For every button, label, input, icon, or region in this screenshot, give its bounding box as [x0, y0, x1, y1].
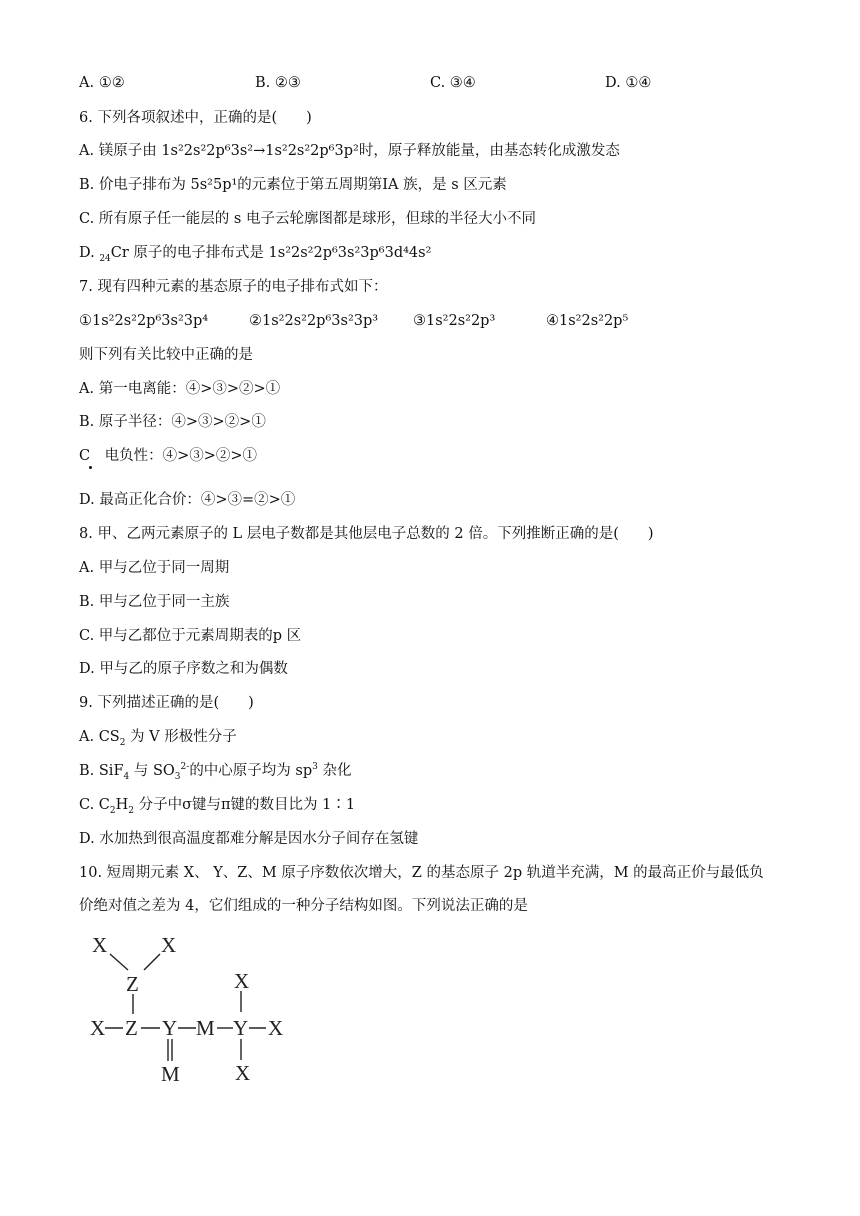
q5-option-b: B. ②③	[255, 75, 301, 91]
q7-option-a: A. 第一电离能：④>③>②>①	[79, 381, 281, 397]
q5-option-c: C. ③④	[430, 75, 476, 91]
q7-option-c: C 电负性：④>③>②>①	[79, 448, 258, 464]
atom-y: Y	[233, 1016, 249, 1040]
q7-option-d: D. 最高正化合价：④>③=②>①	[79, 492, 296, 508]
q9-option-a: A. $CS_2$ 为 V 形极性分子	[79, 729, 237, 748]
atom-x: X	[161, 933, 177, 957]
atom-z: Z	[125, 1016, 138, 1040]
atom-m: M	[161, 1062, 180, 1086]
atom-x: X	[268, 1016, 284, 1040]
q5-option-a: A. ①②	[79, 75, 125, 91]
q7-option-b: B. 原子半径：④>③>②>①	[79, 414, 266, 430]
molecule-structure-diagram	[88, 928, 308, 1088]
q7-config-3: ③1s²2s²2p³	[413, 313, 496, 329]
q9-option-c: C. $C_2H_2$ 分子中σ键与π键的数目比为 1∶1	[79, 797, 356, 816]
atom-x: X	[234, 969, 250, 993]
atom-x: X	[92, 933, 108, 957]
q6-option-b: B. 价电子排布为 5s²5p¹的元素位于第五周期第IA 族，是 s 区元素	[79, 177, 507, 193]
q6-stem: 6. 下列各项叙述中，正确的是( )	[79, 110, 312, 126]
q9-stem: 9. 下列描述正确的是( )	[79, 695, 254, 711]
q7-config-1: ①1s²2s²2p⁶3s²3p⁴	[79, 313, 209, 329]
q8-option-b: B. 甲与乙位于同一主族	[79, 594, 230, 610]
q7-config-2: ②1s²2s²2p⁶3s²3p³	[249, 313, 379, 329]
q8-option-c: C. 甲与乙都位于元素周期表的p 区	[79, 628, 302, 644]
q6-option-a: A. 镁原子由 1s²2s²2p⁶3s²→1s²2s²2p⁶3p²时，原子释放能量，由基态转化成激发态	[79, 143, 620, 159]
q8-stem: 8. 甲、乙两元素原子的 L 层电子数都是其他层电子总数的 2 倍。下列推断正确的是( )	[79, 526, 654, 542]
q8-option-a: A. 甲与乙位于同一周期	[79, 560, 230, 576]
q6-option-c: C. 所有原子任一能层的 s 电子云轮廓图都是球形，但球的半径大小不同	[79, 211, 536, 227]
q7-stem: 7. 现有四种元素的基态原子的电子排布式如下：	[79, 279, 388, 295]
q7-lead: 则下列有关比较中正确的是	[79, 347, 253, 363]
bond	[110, 954, 128, 970]
q8-option-d: D. 甲与乙的原子序数之和为偶数	[79, 661, 288, 677]
atom-x: X	[235, 1061, 251, 1085]
atom-y: Y	[162, 1016, 178, 1040]
q7-config-4: ④1s²2s²2p⁵	[546, 313, 629, 329]
q5-option-d: D. ①④	[605, 75, 652, 91]
atom-x: X	[90, 1016, 106, 1040]
stray-dot	[89, 466, 92, 469]
q10-stem-line1: 10. 短周期元素 X、 Y、Z、M 原子序数依次增大，Z 的基态原子 2p 轨道半充满，M 的最高正价与最低负	[79, 865, 764, 881]
q9-option-b: B. SiF$_4$ 与 $SO_3^{2-}$的中心原子均为 $sp^3$ 杂化	[79, 762, 352, 782]
q9-option-d: D. 水加热到很高温度都难分解是因水分子间存在氢键	[79, 831, 419, 847]
atom-m: M	[196, 1016, 215, 1040]
q6-option-d: D. $_{24}$Cr 原子的电子排布式是 1s²2s²2p⁶3s²3p⁶3d⁴4s²	[79, 245, 432, 264]
bond	[144, 954, 160, 970]
q10-stem-line2: 价绝对值之差为 4，它们组成的一种分子结构如图。下列说法正确的是	[79, 898, 528, 914]
atom-z: Z	[126, 972, 139, 996]
